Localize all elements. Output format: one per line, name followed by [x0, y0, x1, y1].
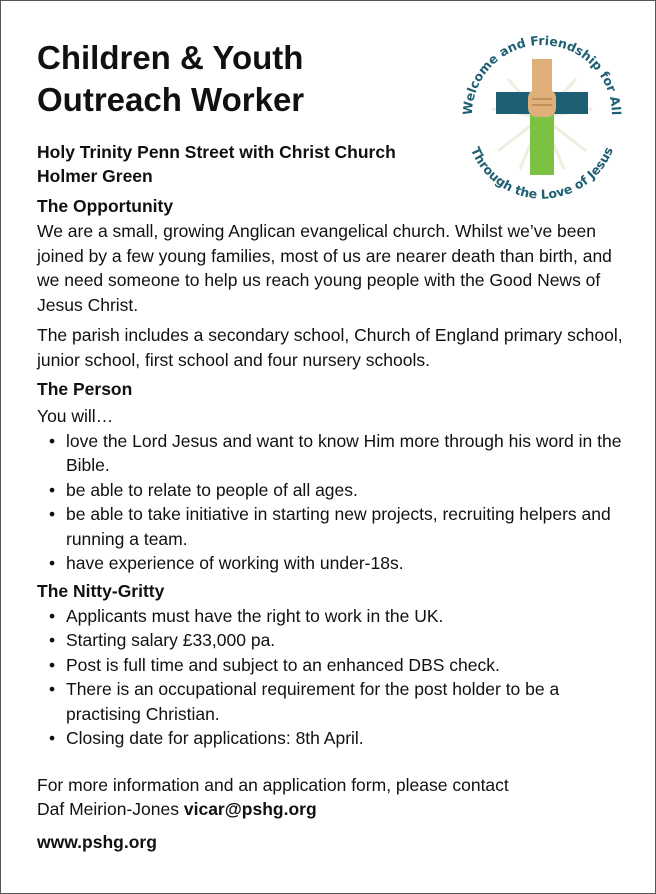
- title-line-1: Children & Youth: [37, 39, 304, 76]
- page-title: [37, 37, 304, 121]
- list-item: • There is an occupational requirement for the post holder to be a practising Christian.: [37, 677, 637, 726]
- opportunity-paragraph-1: We are a small, growing Anglican evangelical church. Whilst we’ve been joined by a few young families, most of us are nearer death than birth, and we need someone to help us reach young people with the Good News of Jesus Christ.: [37, 221, 612, 315]
- logo-bottom-text: Through the Love of Jesus: [467, 144, 617, 202]
- clasped-hands-icon: [528, 89, 556, 117]
- contact-email-link[interactable]: vicar@pshg.org: [183, 799, 317, 819]
- church-name-line-2: Holmer Green: [37, 166, 153, 186]
- heading-opportunity: The Opportunity: [37, 196, 174, 216]
- person-bullet-list: [37, 429, 637, 576]
- list-item: • love the Lord Jesus and want to know Him more through his word in the Bible.: [37, 429, 637, 478]
- website-link[interactable]: www.pshg.org: [37, 831, 157, 852]
- advert-body: [37, 193, 637, 854]
- list-item: • have experience of working with under-18s.: [37, 551, 637, 576]
- list-item: • be able to relate to people of all ages.: [37, 478, 637, 503]
- church-name: [37, 140, 396, 188]
- person-intro: You will…: [37, 406, 114, 426]
- heading-person: The Person: [37, 379, 133, 399]
- list-item: • be able to take initiative in starting new projects, recruiting helpers and running a team.: [37, 502, 637, 551]
- church-logo: [452, 29, 632, 209]
- contact-line: For more information and an application form, please contact: [37, 774, 509, 795]
- list-item: • Post is full time and subject to an enhanced DBS check.: [37, 653, 637, 678]
- contact-name: Daf Meirion-Jones: [37, 799, 179, 819]
- cross-stem: [530, 113, 554, 175]
- nitty-gritty-bullet-list: [37, 604, 637, 751]
- logo-top-text: Welcome and Friendship for All: [459, 32, 625, 116]
- contact-info: [37, 773, 637, 822]
- list-item: • Closing date for applications: 8th April.: [37, 726, 637, 751]
- list-item: • Applicants must have the right to work in the UK.: [37, 604, 637, 629]
- opportunity-paragraph-2: The parish includes a secondary school, Church of England primary school, junior school, first school and four nursery schools.: [37, 325, 623, 370]
- list-item: • Starting salary £33,000 pa.: [37, 628, 637, 653]
- title-line-2: Outreach Worker: [37, 81, 305, 118]
- church-name-line-1: Holy Trinity Penn Street with Christ Church: [37, 142, 396, 162]
- heading-nitty-gritty: The Nitty-Gritty: [37, 580, 165, 601]
